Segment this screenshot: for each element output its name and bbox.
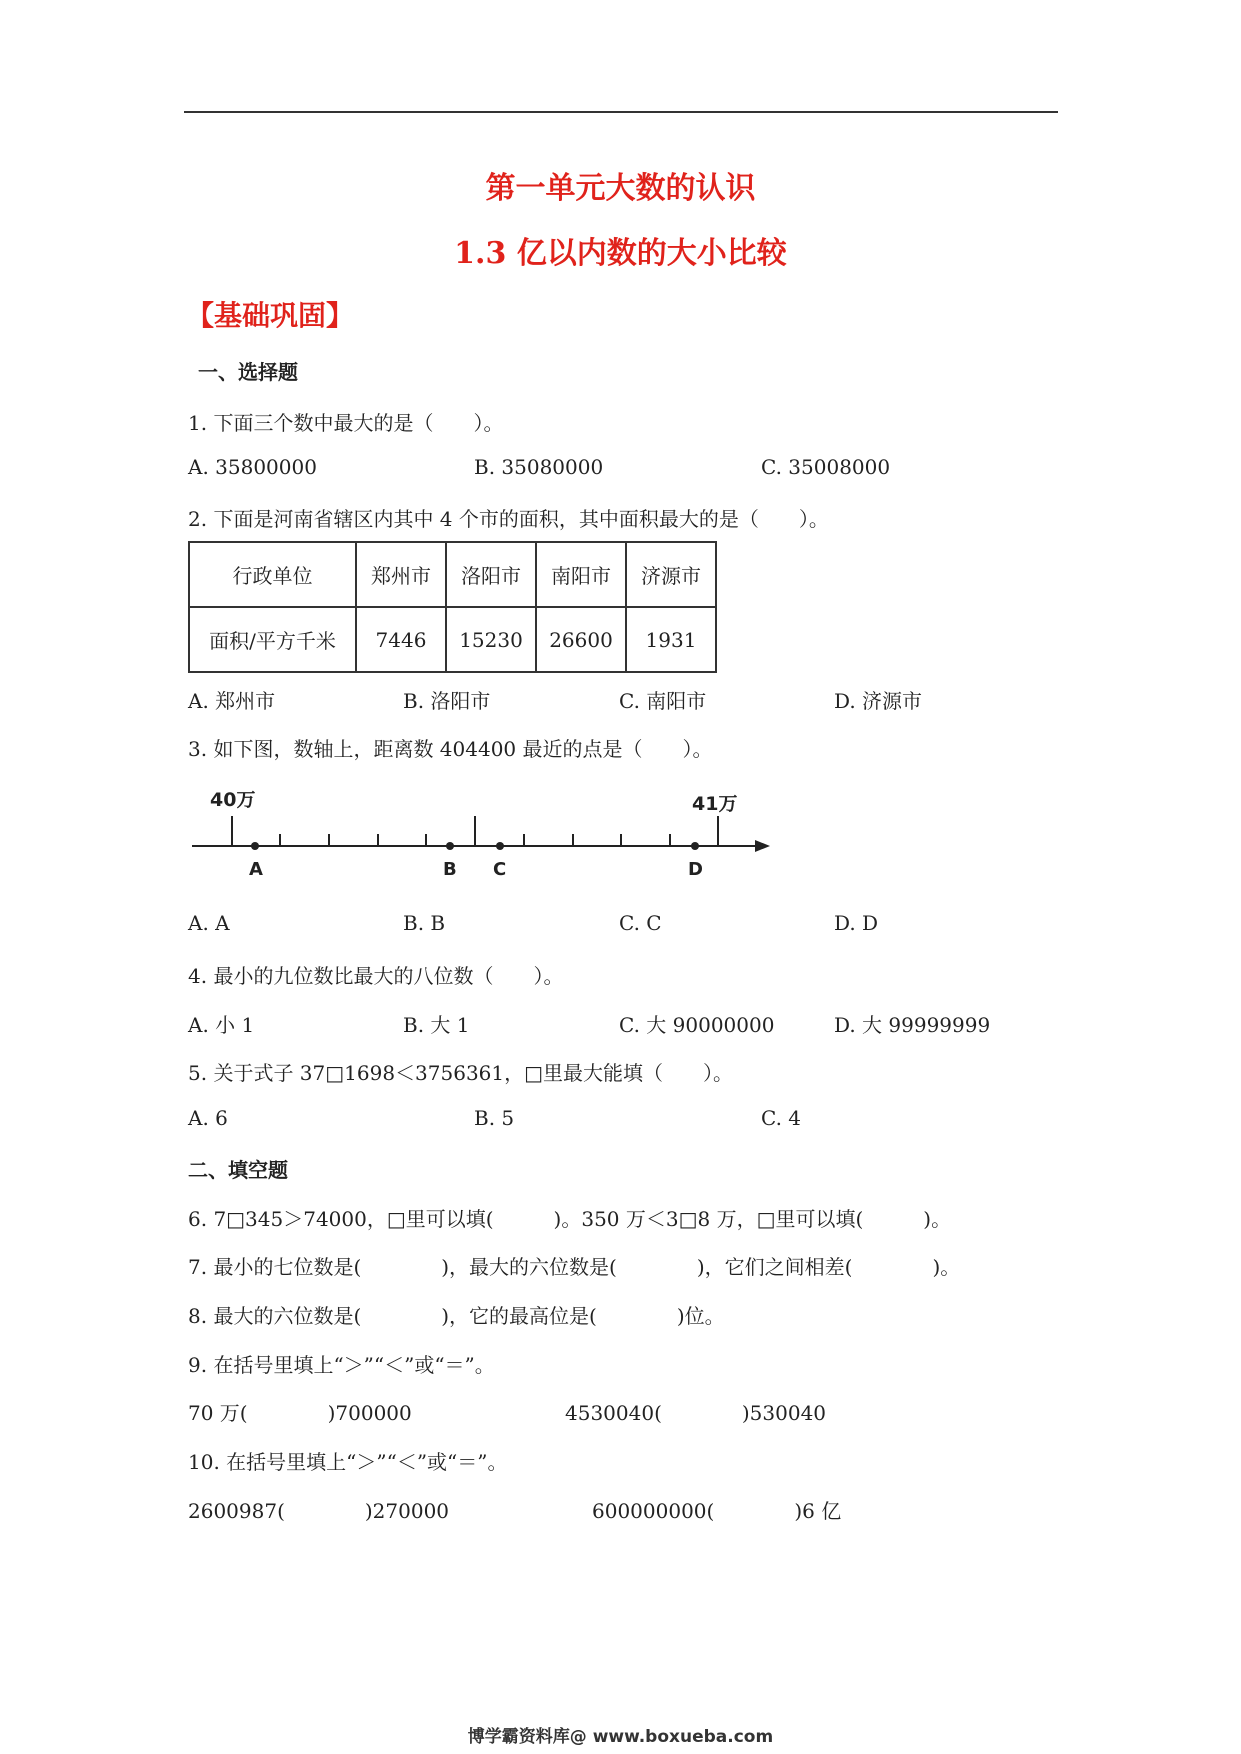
question-8: 8. 最大的六位数是( )，它的最高位是( )位。 (188, 1304, 725, 1328)
lesson-title: 1.3 亿以内数的大小比较 (454, 236, 787, 271)
table-header-row (189, 542, 716, 607)
footer-watermark: 博学霸资料库@ www.boxueba.com (467, 1727, 774, 1747)
q5-option-a: A. 6 (188, 1106, 228, 1130)
table-cell: 洛阳市 (446, 542, 536, 607)
point-c (496, 842, 504, 850)
table-cell: 南阳市 (536, 542, 626, 607)
q10-item-1: 2600987( )270000 (188, 1499, 450, 1523)
q4-option-d: D. 大 99999999 (834, 1013, 991, 1037)
point-d-label: D (688, 859, 703, 880)
point-b-label: B (443, 859, 457, 880)
question-4: 4. 最小的九位数比最大的八位数（ ）。 (188, 964, 564, 988)
table-cell: 行政单位 (189, 542, 356, 607)
q3-option-d: D. D (834, 911, 879, 935)
table-cell: 7446 (356, 607, 446, 672)
q3-option-a: A. A (188, 911, 230, 935)
axis-start-label: 40万 (210, 789, 256, 811)
area-table (188, 541, 717, 673)
table-cell: 15230 (446, 607, 536, 672)
point-b (446, 842, 454, 850)
q4-option-c: C. 大 90000000 (619, 1013, 775, 1037)
q2-option-c: C. 南阳市 (619, 689, 707, 713)
header-rule (184, 111, 1058, 113)
table-cell: 面积/平方千米 (189, 607, 356, 672)
q5-option-b: B. 5 (474, 1106, 515, 1130)
question-5: 5. 关于式子 37□1698＜3756361，□里最大能填（ ）。 (188, 1061, 734, 1085)
point-c-label: C (493, 859, 507, 880)
question-9: 9. 在括号里填上“＞”“＜”或“＝”。 (188, 1353, 495, 1377)
question-1: 1. 下面三个数中最大的是（ ）。 (188, 411, 504, 435)
question-3: 3. 如下图，数轴上，距离数 404400 最近的点是（ ）。 (188, 737, 713, 761)
section-heading: 【基础巩固】 (186, 299, 355, 332)
q4-option-b: B. 大 1 (403, 1013, 470, 1037)
q9-item-2: 4530040( )530040 (565, 1401, 827, 1425)
table-cell: 郑州市 (356, 542, 446, 607)
part1-heading: 一、选择题 (198, 360, 298, 384)
unit-title: 第一单元大数的认识 (485, 171, 756, 206)
part2-heading: 二、填空题 (188, 1158, 288, 1182)
axis-arrow (755, 840, 770, 852)
table-cell: 济源市 (626, 542, 716, 607)
table-row (189, 607, 716, 672)
q10-item-2: 600000000( )6 亿 (592, 1499, 842, 1523)
q4-option-a: A. 小 1 (188, 1013, 255, 1037)
axis-end-label: 41万 (692, 793, 738, 815)
question-2: 2. 下面是河南省辖区内其中 4 个市的面积，其中面积最大的是（ ）。 (188, 507, 829, 531)
q1-option-b: B. 35080000 (474, 455, 604, 479)
question-7: 7. 最小的七位数是( )，最大的六位数是( )，它们之间相差( )。 (188, 1255, 961, 1279)
q1-option-a: A. 35800000 (188, 455, 317, 479)
question-10: 10. 在括号里填上“＞”“＜”或“＝”。 (188, 1450, 508, 1474)
q5-option-c: C. 4 (761, 1106, 802, 1130)
point-a-label: A (249, 859, 263, 880)
point-a (251, 842, 259, 850)
q9-item-1: 70 万( )700000 (188, 1401, 412, 1425)
q1-option-c: C. 35008000 (761, 455, 891, 479)
number-line (180, 780, 780, 880)
table-cell: 1931 (626, 607, 716, 672)
q2-option-d: D. 济源市 (834, 689, 923, 713)
table-cell: 26600 (536, 607, 626, 672)
q3-option-b: B. B (403, 911, 446, 935)
q2-option-b: B. 洛阳市 (403, 689, 491, 713)
point-d (691, 842, 699, 850)
question-6: 6. 7□345＞74000，□里可以填( )。350 万＜3□8 万，□里可以填( )。 (188, 1207, 952, 1231)
q2-option-a: A. 郑州市 (188, 689, 276, 713)
q3-option-c: C. C (619, 911, 662, 935)
